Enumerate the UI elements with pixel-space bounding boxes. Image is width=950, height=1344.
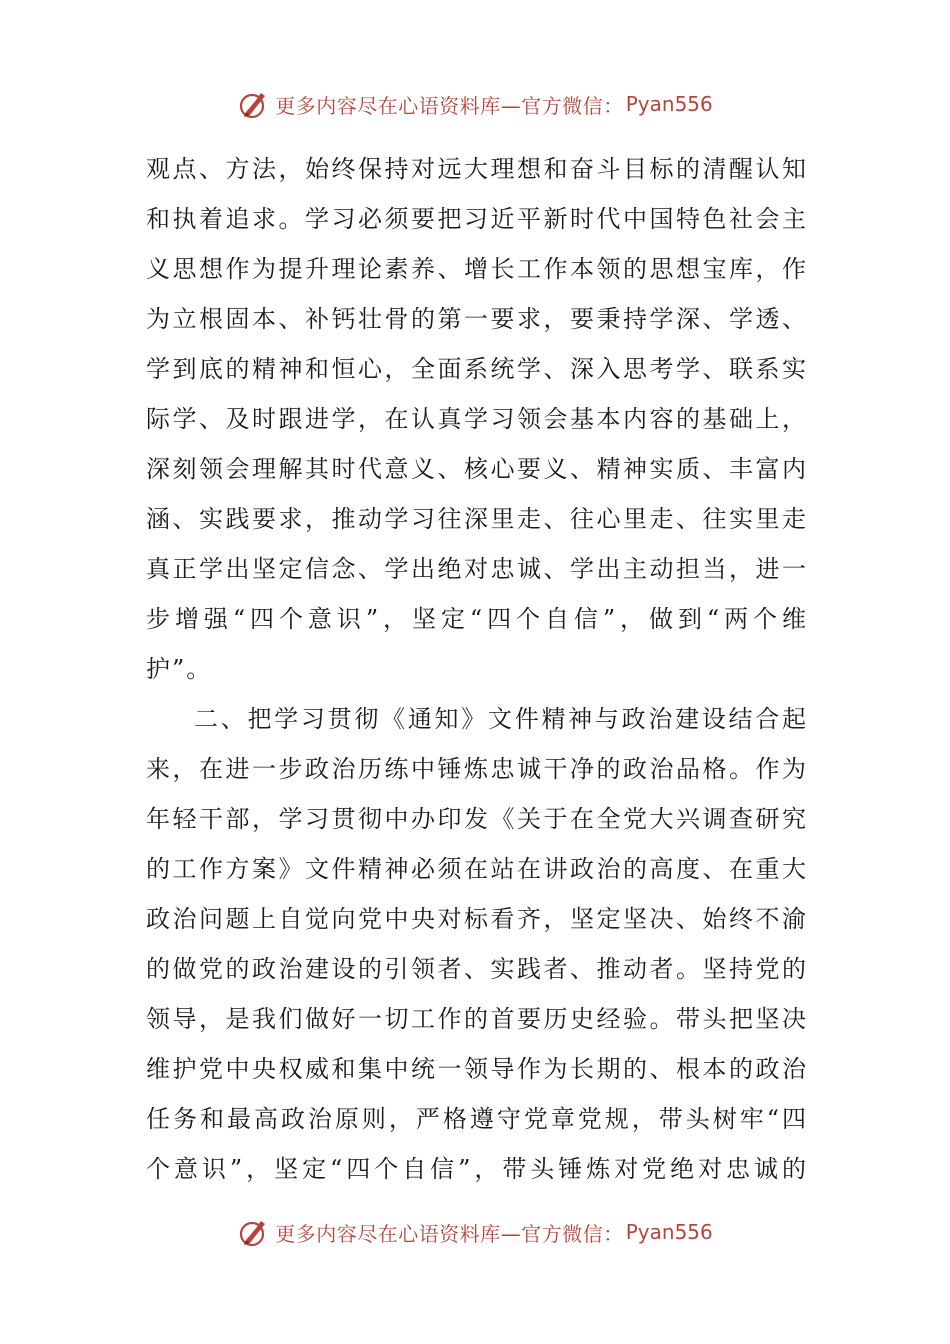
text-line: 深刻领会理解其时代意义、核心要义、精神实质、丰富内 — [146, 455, 806, 483]
text-line: 政治问题上自觉向党中央对标看齐，坚定坚决、始终不渝 — [146, 905, 806, 933]
text-line: 领导，是我们做好一切工作的首要历史经验。带头把坚决 — [146, 1005, 806, 1033]
paragraph-1 — [146, 144, 806, 694]
text-line: 个意识”，坚定“四个自信”，带头锤炼对党绝对忠诚的 — [146, 1155, 806, 1183]
text-line: 和执着追求。学习必须要把习近平新时代中国特色社会主 — [146, 205, 806, 233]
text-line: 年轻干部，学习贯彻中办印发《关于在全党大兴调查研究 — [146, 805, 806, 833]
document-body — [146, 144, 806, 1194]
text-line: 的工作方案》文件精神必须在站在讲政治的高度、在重大 — [146, 855, 806, 883]
text-line: 护”。 — [146, 655, 213, 683]
banner-text: 更多内容尽在心语资料库—官方微信： — [275, 1221, 624, 1246]
text-line: 来，在进一步政治历练中锤炼忠诚干净的政治品格。作为 — [146, 755, 806, 783]
pen-logo-icon — [237, 1215, 271, 1249]
text-line: 步增强“四个意识”，坚定“四个自信”，做到“两个维 — [146, 605, 806, 633]
text-line: 际学、及时跟进学，在认真学习领会基本内容的基础上， — [146, 405, 806, 433]
text-line: 维护党中央权威和集中统一领导作为长期的、根本的政治 — [146, 1055, 806, 1083]
text-line: 义思想作为提升理论素养、增长工作本领的思想宝库，作 — [146, 255, 806, 283]
text-line: 的做党的政治建设的引领者、实践者、推动者。坚持党的 — [146, 955, 806, 983]
text-line: 学到底的精神和恒心，全面系统学、深入思考学、联系实 — [146, 355, 806, 383]
header-banner — [0, 84, 950, 124]
banner-text: 更多内容尽在心语资料库—官方微信： — [275, 93, 624, 118]
wechat-id: Pyan556 — [625, 92, 713, 116]
text-line: 真正学出坚定信念、学出绝对忠诚、学出主动担当，进一 — [146, 555, 806, 583]
text-line: 涵、实践要求，推动学习往深里走、往心里走、往实里走 — [146, 505, 806, 533]
footer-banner — [0, 1212, 950, 1252]
paragraph-2 — [146, 694, 806, 1194]
text-line: 为立根固本、补钙壮骨的第一要求，要秉持学深、学透、 — [146, 305, 806, 333]
pen-logo-icon — [237, 87, 271, 121]
text-line: 观点、方法，始终保持对远大理想和奋斗目标的清醒认知 — [146, 155, 806, 183]
text-line: 任务和最高政治原则，严格遵守党章党规，带头树牢“四 — [146, 1105, 806, 1133]
wechat-id: Pyan556 — [625, 1220, 713, 1244]
text-line: 二、把学习贯彻《通知》文件精神与政治建设结合起 — [194, 705, 806, 733]
